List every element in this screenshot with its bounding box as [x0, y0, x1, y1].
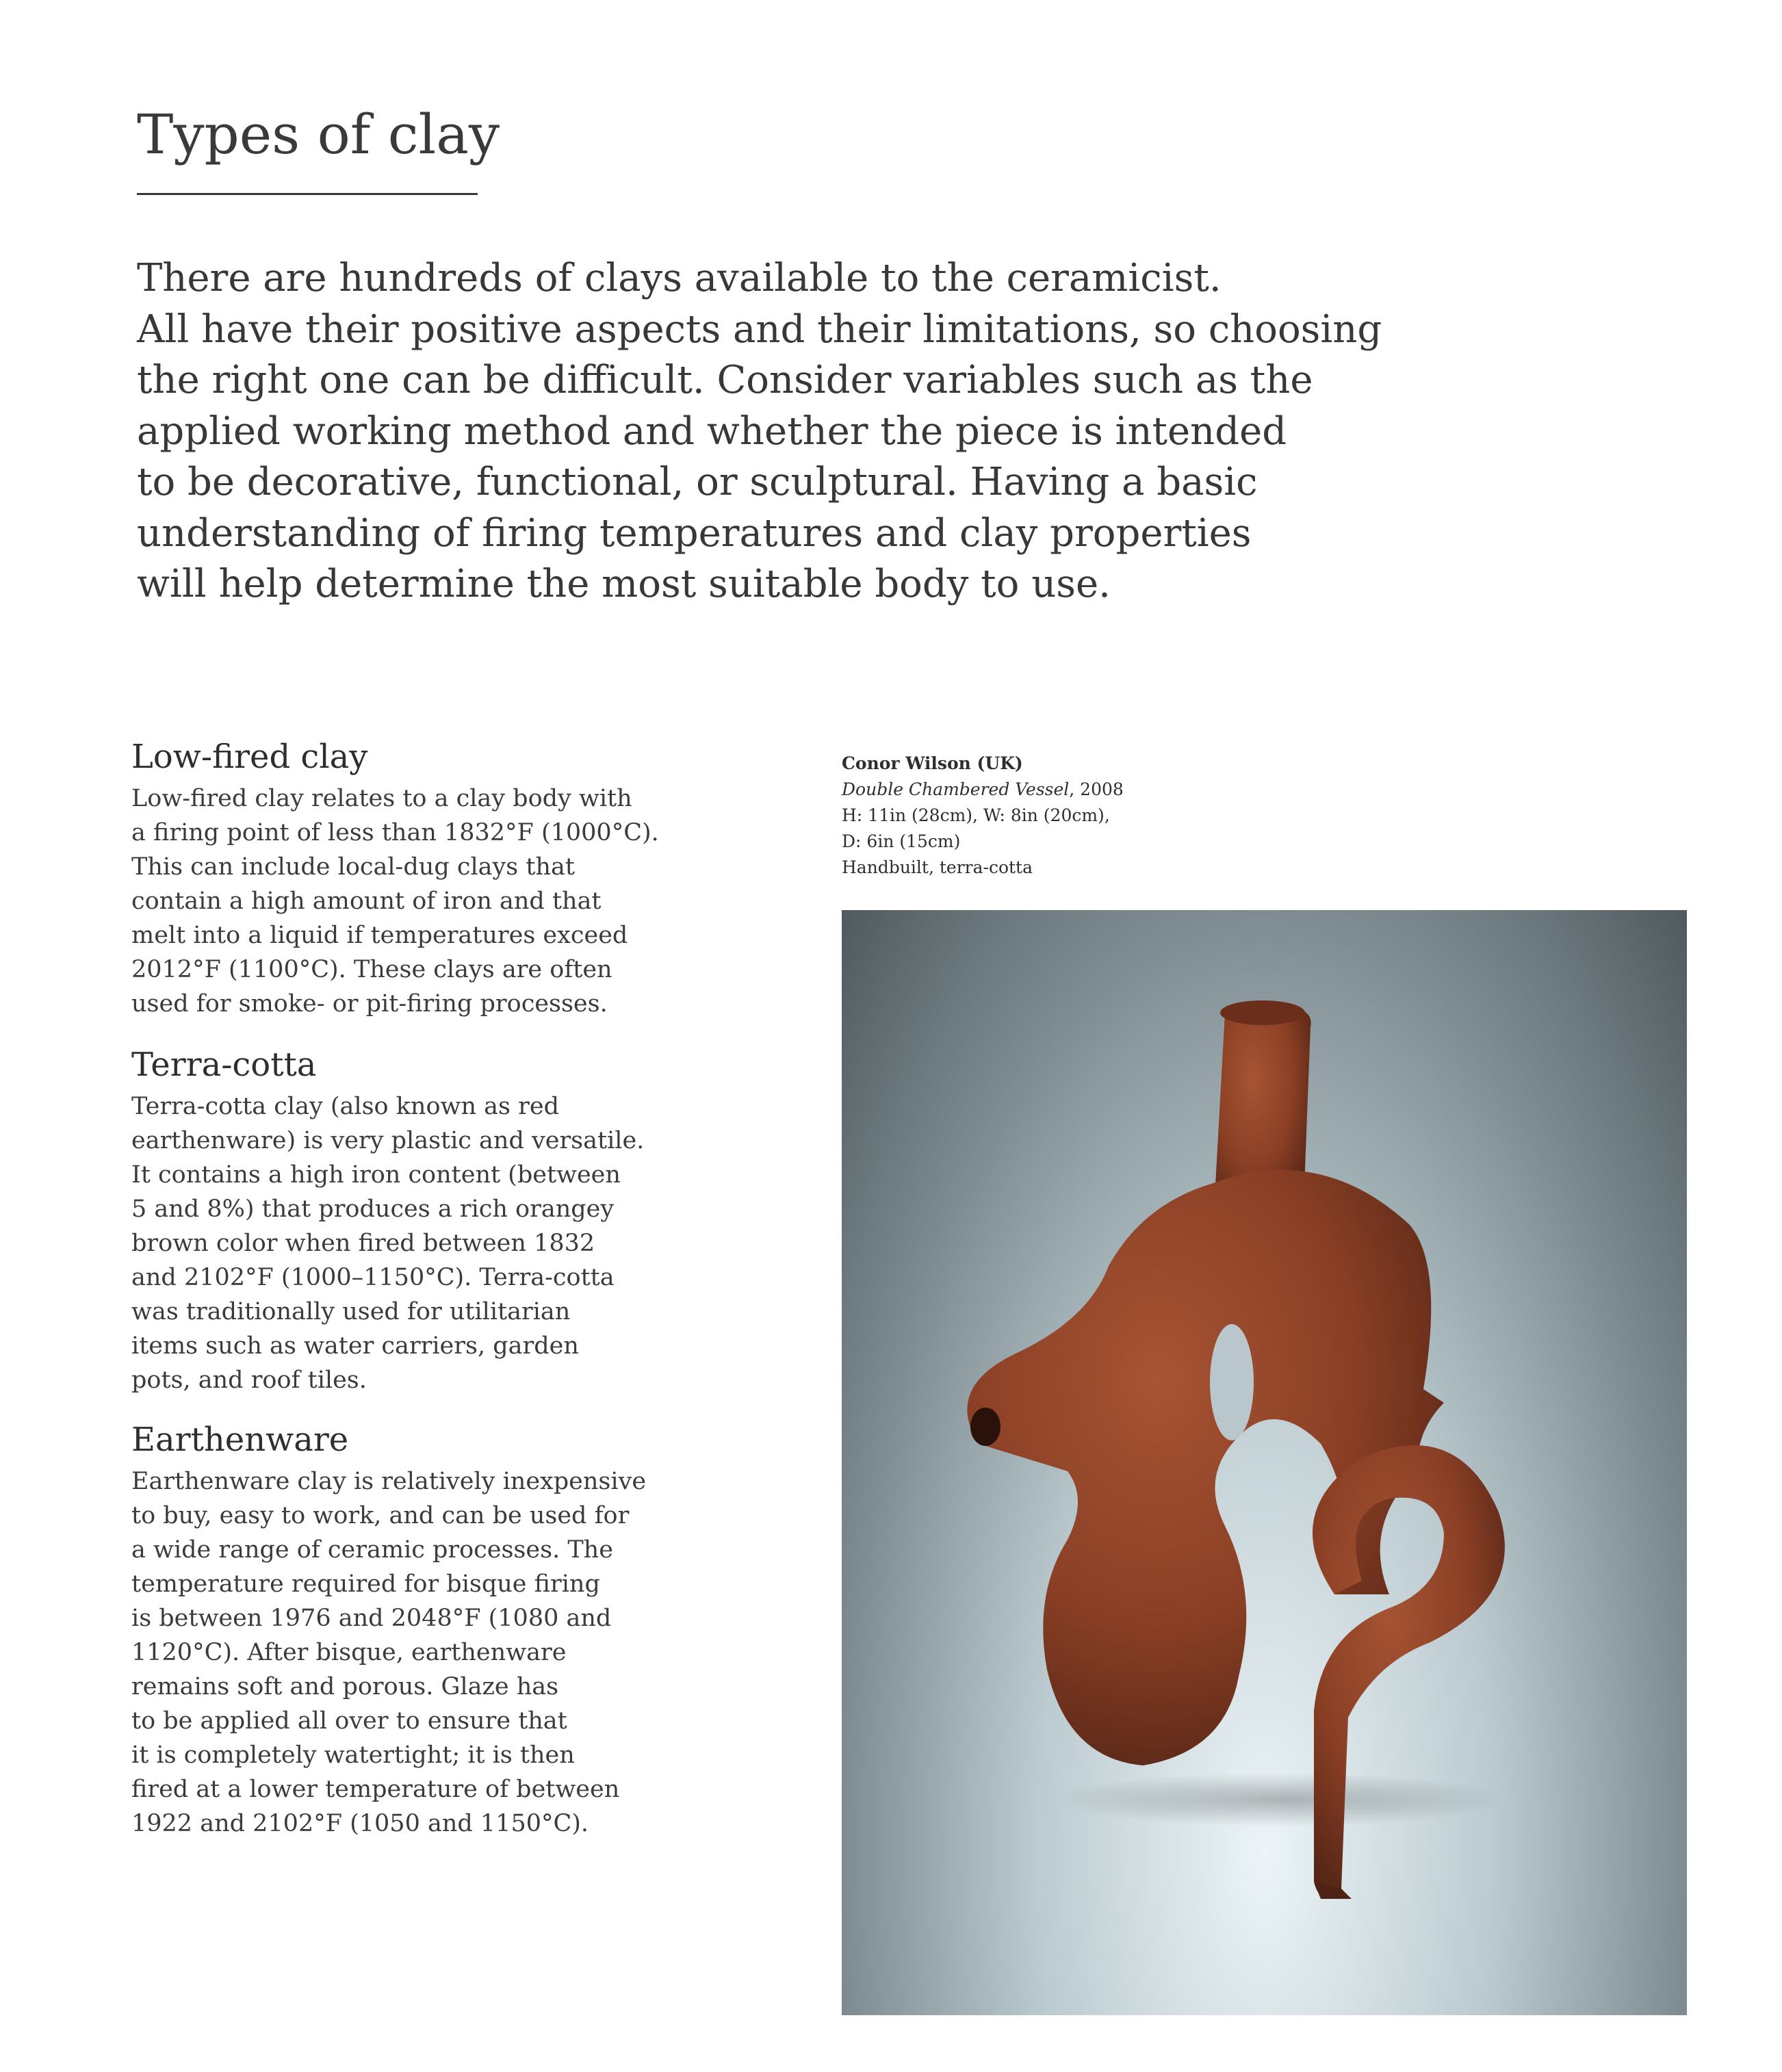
body-line: is between 1976 and 2048°F (1080 and — [131, 1605, 612, 1632]
section-body — [131, 781, 659, 1021]
caption-work-title: Double Chambered Vessel — [842, 779, 1070, 799]
body-line: brown color when fired between 1832 — [131, 1230, 595, 1257]
body-line: to be applied all over to ensure that — [131, 1707, 567, 1735]
body-line: and 2102°F (1000–1150°C). Terra-cotta — [131, 1264, 615, 1291]
body-line: melt into a liquid if temperatures exceed — [131, 922, 628, 949]
intro-line: will help determine the most suitable body to use. — [137, 562, 1111, 606]
caption-dimensions: H: 11in (28cm), W: 8in (20cm), — [842, 805, 1110, 825]
intro-paragraph — [137, 253, 1506, 610]
body-line: Low-fired clay relates to a clay body with — [131, 785, 632, 812]
body-line: 2012°F (1100°C). These clays are often — [131, 956, 612, 983]
intro-line: All have their positive aspects and their limitations, so choosing — [137, 307, 1382, 352]
photo-caption — [842, 751, 1124, 881]
body-line: contain a high amount of iron and that — [131, 888, 602, 915]
caption-dimensions: D: 6in (15cm) — [842, 831, 961, 851]
body-line: was traditionally used for utilitarian — [131, 1298, 571, 1325]
body-line: fired at a lower temperature of between — [131, 1776, 620, 1803]
intro-line: applied working method and whether the piece is intended — [137, 409, 1287, 454]
body-line: a firing point of less than 1832°F (1000°C). — [131, 819, 659, 846]
section-heading: Terra-cotta — [131, 1046, 317, 1084]
body-line: This can include local-dug clays that — [131, 853, 575, 881]
section-body — [131, 1089, 644, 1397]
body-line: to buy, easy to work, and can be used for — [131, 1502, 630, 1529]
caption-technique: Handbuilt, terra-cotta — [842, 857, 1033, 877]
caption-work-line — [842, 777, 1124, 803]
terra-cotta-vessel-illustration — [842, 910, 1687, 2015]
page-title: Types of clay — [137, 103, 500, 166]
caption-artist: Conor Wilson (UK) — [842, 753, 1023, 773]
body-line: 5 and 8%) that produces a rich orangey — [131, 1195, 615, 1223]
section-body — [131, 1464, 646, 1841]
body-line: Terra-cotta clay (also known as red — [131, 1093, 559, 1120]
body-line: It contains a high iron content (between — [131, 1161, 621, 1189]
body-line: earthenware) is very plastic and versatile. — [131, 1127, 645, 1154]
body-line: items such as water carriers, garden — [131, 1332, 579, 1360]
body-line: a wide range of ceramic processes. The — [131, 1536, 613, 1564]
body-line: 1120°C). After bisque, earthenware — [131, 1639, 567, 1666]
section-earthenware — [131, 1415, 646, 1841]
body-line: 1922 and 2102°F (1050 and 1150°C). — [131, 1810, 589, 1837]
vessel-photograph — [842, 910, 1687, 2015]
section-terra-cotta — [131, 1040, 644, 1397]
section-heading: Low-fired clay — [131, 738, 368, 776]
body-line: it is completely watertight; it is then — [131, 1741, 575, 1769]
body-line: remains soft and porous. Glaze has — [131, 1673, 559, 1700]
intro-line: the right one can be difficult. Consider variables such as the — [137, 358, 1313, 402]
section-low-fired-clay — [131, 732, 659, 1021]
caption-year: , 2008 — [1069, 779, 1124, 799]
body-line: pots, and roof tiles. — [131, 1367, 367, 1394]
body-line: temperature required for bisque firing — [131, 1570, 600, 1598]
intro-line: understanding of firing temperatures and clay properties — [137, 510, 1252, 556]
body-line: used for smoke- or pit-firing processes. — [131, 990, 608, 1018]
title-underline — [137, 193, 478, 195]
intro-line: to be decorative, functional, or sculptural. Having a basic — [137, 460, 1258, 504]
body-line: Earthenware clay is relatively inexpensive — [131, 1468, 647, 1495]
intro-line: There are hundreds of clays available to the ceramicist. — [137, 256, 1222, 300]
section-heading: Earthenware — [131, 1421, 349, 1459]
